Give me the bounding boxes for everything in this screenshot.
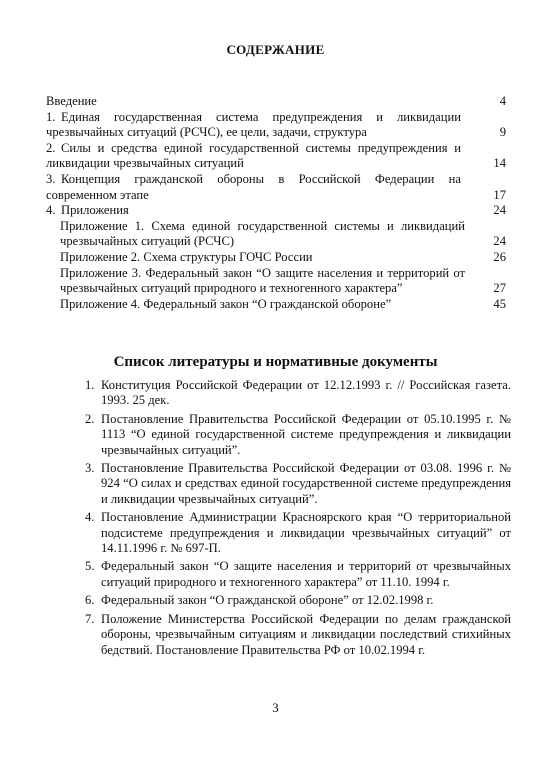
table-of-contents [46, 94, 506, 312]
toc-item-text: Приложения [61, 203, 129, 218]
toc-item-text: Единая государственная система предупреждения и ликвидации чрезвычайных ситуаций (РСЧС), ее цели, задачи, структура [46, 109, 461, 140]
reference-number: 6. [85, 593, 95, 608]
toc-item-text: Введение [46, 94, 97, 108]
appendix-page: 27 [493, 281, 506, 296]
page-number: 3 [272, 700, 279, 715]
toc-item-page: 14 [493, 156, 506, 171]
toc-item-number: 3. [46, 171, 56, 186]
reference-text: Федеральный закон “О гражданской обороне” от 12.02.1998 г. [101, 593, 434, 608]
toc-item-text: Концепция гражданской обороны в Российской Федерации на современном этапе [46, 171, 461, 202]
toc-appendix-item [46, 297, 506, 313]
toc-item [46, 110, 506, 141]
reference-number: 4. [85, 510, 95, 525]
appendix-page: 24 [493, 234, 506, 249]
references-heading: Список литературы и нормативные документы [113, 354, 438, 370]
reference-number: 7. [85, 611, 95, 626]
reference-text: Федеральный закон “О защите населения и территорий от чрезвычайных ситуаций природного и техногенного характера” от 11.10. 1994 г. [101, 559, 511, 589]
reference-item [85, 510, 511, 556]
toc-item-page: 24 [493, 203, 506, 218]
reference-item [85, 593, 511, 608]
reference-text: Положение Министерства Российской Федерации по делам гражданской обороны, чрезвычайным ситуациям и ликвидации последствий стихийных бедствий. Постановление Правительства РФ от 10.02.1994 г. [101, 611, 511, 657]
appendix-text: Федеральный закон “О защите населения и территорий от чрезвычайных ситуаций природного и техногенного характера” [60, 265, 465, 296]
page-title: СОДЕРЖАНИЕ [226, 42, 325, 57]
appendix-label: Приложение 1. [60, 218, 145, 233]
appendix-page: 45 [493, 296, 506, 311]
toc-item [46, 94, 506, 110]
toc-item-page: 4 [499, 94, 506, 108]
appendix-label: Приложение 4. [60, 296, 141, 311]
toc-item-number: 2. [46, 140, 56, 155]
appendix-text: Схема структуры ГОЧС России [143, 249, 313, 264]
reference-number: 1. [85, 378, 95, 392]
reference-number: 3. [85, 461, 95, 476]
reference-number: 5. [85, 559, 95, 574]
appendix-label: Приложение 2. [60, 249, 141, 264]
reference-item [85, 378, 511, 409]
reference-item [85, 412, 511, 458]
toc-appendix-item [46, 266, 506, 297]
appendix-text: Федеральный закон “О гражданской обороне” [143, 296, 392, 311]
toc-item [46, 141, 506, 172]
reference-item [85, 461, 511, 507]
toc-item-page: 17 [493, 187, 506, 202]
appendix-page: 26 [493, 249, 506, 264]
toc-item-number: 4. [46, 203, 56, 218]
toc-item [46, 172, 506, 203]
reference-text: Постановление Администрации Красноярского края “О территориальной подсистеме предупреждения и ликвидации чрезвычайных ситуаций” от 14.11.1996 г. № 697-П. [101, 510, 511, 556]
reference-text: Постановление Правительства Российской Федерации от 03.08. 1996 г. № 924 “О силах и средствах единой государственной системе предупреждения и ликвидации чрезвычайных ситуаций”. [101, 461, 511, 506]
reference-number: 2. [85, 411, 95, 426]
toc-item-text: Силы и средства единой государственной системы предупреждения и ликвидации чрезвычайных ситуаций [46, 140, 461, 171]
toc-item-page: 9 [499, 125, 506, 140]
references-list [85, 378, 511, 661]
appendix-label: Приложение 3. [60, 265, 142, 280]
reference-item [85, 559, 511, 590]
reference-text: Постановление Правительства Российской Федерации от 05.10.1995 г. № 1113 “О единой государственной системе предупреждения и ликвидации чрезвычайных ситуаций”. [101, 411, 511, 457]
reference-item [85, 612, 511, 658]
toc-item-number: 1. [46, 109, 56, 124]
toc-appendix-item [46, 219, 506, 250]
toc-item [46, 203, 506, 219]
reference-text: Конституция Российской Федерации от 12.12.1993 г. // Российская газета. 1993. 25 дек. [101, 378, 511, 408]
appendix-text: Схема единой государственной системы и ликвидаций чрезвычайных ситуаций (РСЧС) [60, 218, 465, 249]
toc-appendix-item [46, 250, 506, 266]
